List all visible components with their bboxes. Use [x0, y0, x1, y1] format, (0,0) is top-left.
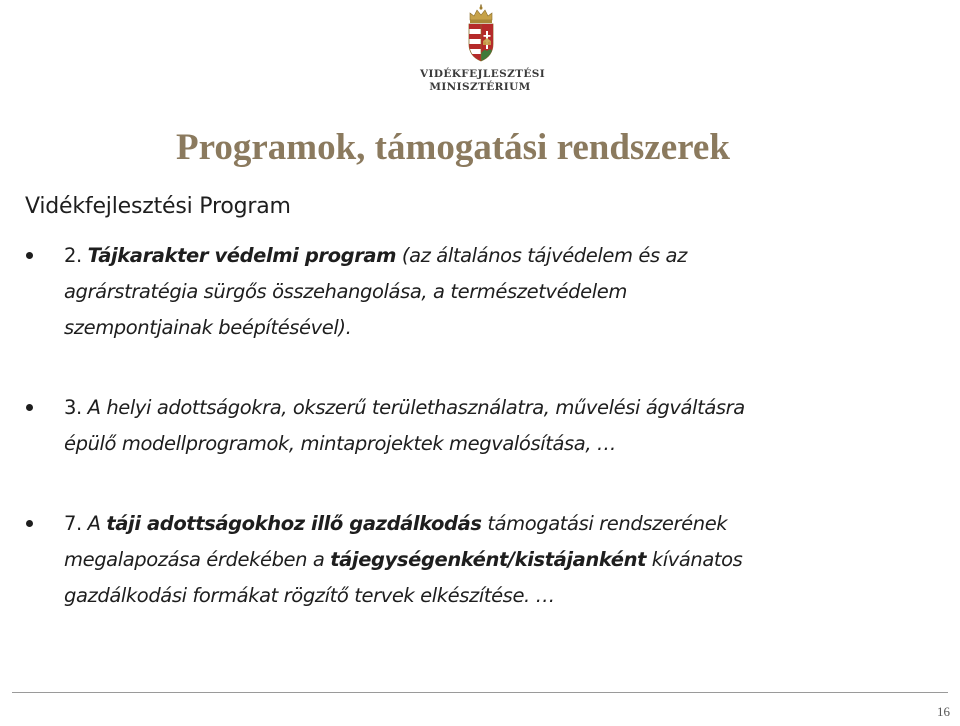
ministry-logo — [420, 4, 546, 94]
bullet-dot-icon — [26, 520, 33, 527]
bullet-text-run: (az általános tájvédelem és az — [396, 244, 687, 267]
logo-text-line1: VIDÉKFEJLESZTÉSI — [420, 68, 546, 80]
page-number: 16 — [937, 704, 950, 719]
bullet-text-run: megalapozása érdekében a — [64, 548, 331, 571]
bullet-text-run: 3. — [64, 396, 88, 419]
bullet-line — [64, 542, 742, 578]
bullet-line — [64, 310, 351, 346]
bullet-text-run: 7. — [64, 512, 88, 535]
bullet-dot-icon — [26, 252, 33, 259]
bullet-text-run: tájegységenként/kistájanként — [330, 548, 646, 571]
logo-text-line2: MINISZTÉRIUM — [429, 81, 531, 93]
section-subtitle: Vidékfejlesztési Program — [25, 194, 291, 219]
bullet-line — [64, 578, 555, 614]
bullet-line — [64, 274, 627, 310]
bullet-text-run: agrárstratégia sürgős összehangolása, a természetvédelem — [64, 280, 627, 303]
bullet-text-run: szempontjainak beépítésével). — [64, 316, 352, 339]
bullet-text-run: épülő modellprogramok, mintaprojektek megvalósítása, … — [64, 432, 617, 455]
bullet-text-run: 2. — [64, 244, 88, 267]
bullet-text-run: gazdálkodási formákat rögzítő tervek elkészítése. … — [64, 584, 555, 607]
bullet-text-run: Tájkarakter védelmi program — [87, 244, 397, 267]
bullet-text-run: A — [87, 512, 107, 535]
bullet-text-run: kívánatos — [646, 548, 743, 571]
bullet-line — [64, 390, 745, 426]
hungarian-coat-of-arms-icon — [464, 4, 498, 64]
slide-title: Programok, támogatási rendszerek — [176, 127, 730, 168]
bullet-line — [64, 238, 687, 274]
bullet-text-run: táji adottságokhoz illő gazdálkodás — [106, 512, 482, 535]
footer-divider — [12, 692, 948, 693]
bullet-text-run: támogatási rendszerének — [481, 512, 728, 535]
bullet-text-run: A helyi adottságokra, okszerű területhasználatra, művelési ágváltásra — [87, 396, 745, 419]
bullet-line — [64, 426, 616, 462]
bullet-line — [64, 506, 727, 542]
bullet-dot-icon — [26, 404, 33, 411]
